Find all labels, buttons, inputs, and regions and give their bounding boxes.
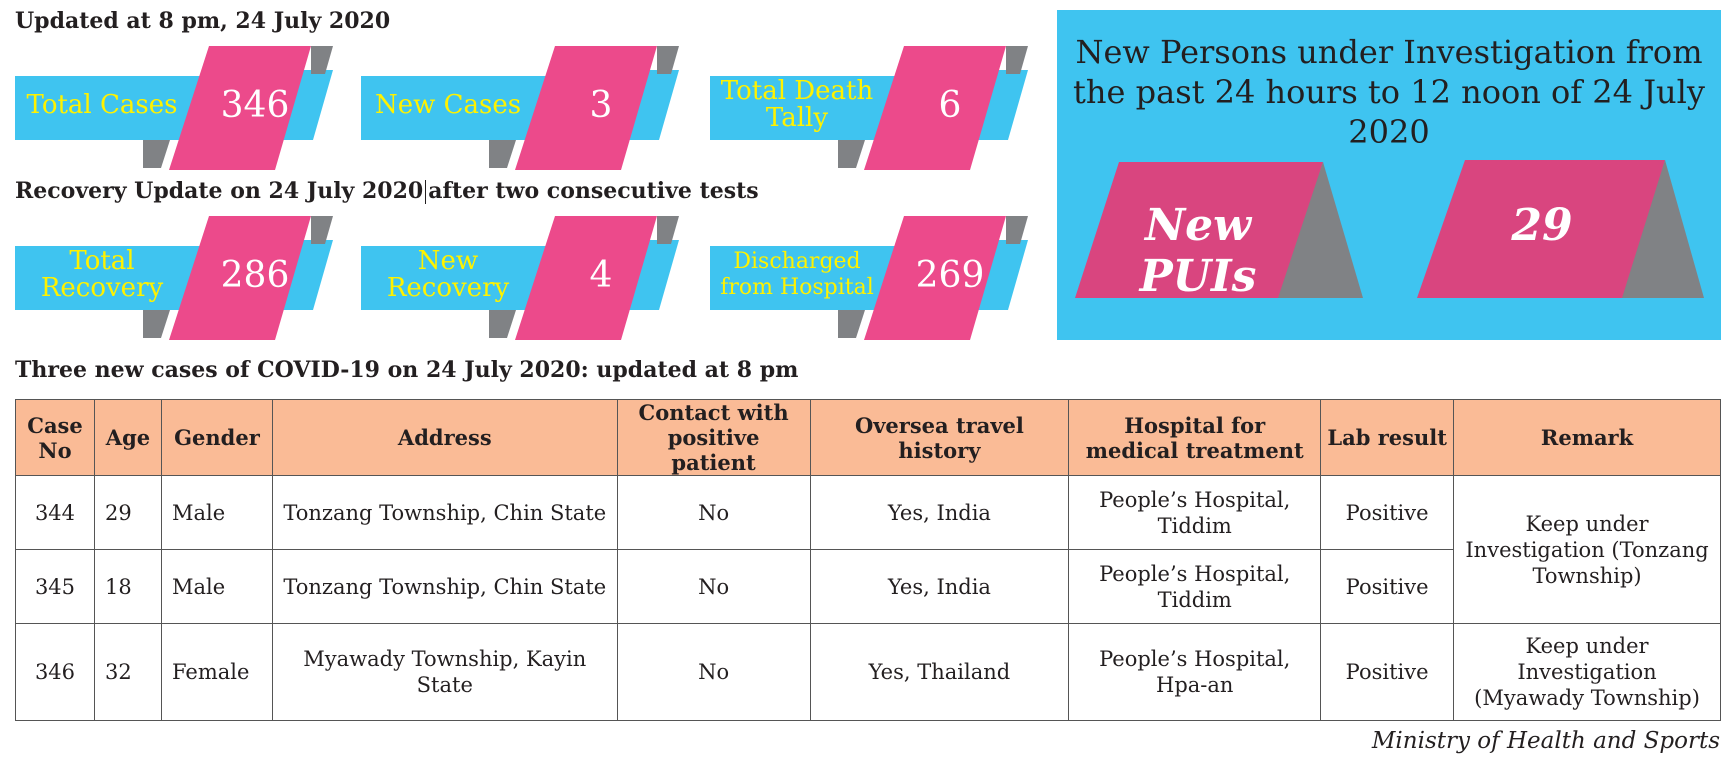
cell-lab-result: Positive [1321, 550, 1454, 624]
stat-label: Total Death Tally [720, 76, 874, 133]
ribbon-top-fold [1006, 46, 1028, 74]
stat-new-cases [361, 44, 681, 172]
ribbon-top-fold [311, 46, 333, 74]
cell-lab-result: Positive [1321, 476, 1454, 550]
stat-value: 4 [589, 254, 613, 296]
col-hospital: Hospital for medical treatment [1069, 400, 1321, 476]
ribbon-top-fold [311, 216, 333, 244]
cell-gender: Male [161, 476, 272, 550]
stat-label: Discharged from Hospital [720, 249, 874, 300]
ribbon-bottom-fold [489, 140, 516, 168]
table-row [16, 624, 1721, 721]
stat-label: New Cases [374, 89, 522, 120]
col-lab-result: Lab result [1321, 400, 1454, 476]
cases-table [15, 399, 1721, 721]
cell-contact: No [617, 550, 810, 624]
cell-address: Myawady Township, Kayin State [272, 624, 617, 721]
pui-value: 29 [1511, 200, 1573, 251]
stat-total-recovery [15, 214, 335, 342]
col-address: Address [272, 400, 617, 476]
cell-travel: Yes, Thailand [810, 624, 1069, 721]
updated-heading: Updated at 8 pm, 24 July 2020 [15, 8, 391, 34]
cell-travel: Yes, India [810, 550, 1069, 624]
recovery-heading-note: after two consecutive tests [428, 178, 759, 204]
ribbon-top-fold [657, 216, 679, 244]
stat-label: Total Recovery [40, 246, 164, 303]
table-row [16, 476, 1721, 550]
table-heading: Three new cases of COVID-19 on 24 July 2020: updated at 8 pm [15, 357, 799, 383]
cell-contact: No [617, 624, 810, 721]
stat-total-death-tally [710, 44, 1030, 172]
stat-total-cases [15, 44, 335, 172]
cell-hospital: People’s Hospital, Tiddim [1069, 550, 1321, 624]
stat-new-recovery [361, 214, 681, 342]
text-cursor [425, 180, 426, 204]
recovery-heading-date: Recovery Update on 24 July 2020 [15, 178, 424, 204]
ribbon-bottom-fold [838, 140, 865, 168]
col-remark: Remark [1454, 400, 1721, 476]
cell-age: 29 [94, 476, 161, 550]
pui-label: New PUIs [1139, 200, 1257, 302]
col-contact: Contact with positive patient [617, 400, 810, 476]
recovery-heading [15, 178, 759, 204]
stat-value: 346 [220, 84, 290, 126]
col-travel: Oversea travel history [810, 400, 1069, 476]
col-age: Age [94, 400, 161, 476]
cell-address: Tonzang Township, Chin State [272, 550, 617, 624]
pui-panel [1057, 10, 1721, 340]
stat-value: 6 [938, 84, 962, 126]
stat-value: 269 [915, 254, 985, 296]
source-credit: Ministry of Health and Sports [1371, 728, 1720, 754]
ribbon-bottom-fold [489, 310, 516, 338]
cell-case-no: 345 [16, 550, 95, 624]
cell-remark: Keep under Investigation (Tonzang Township) [1454, 476, 1721, 624]
col-case-no: Case No [16, 400, 95, 476]
ribbon-bottom-fold [143, 140, 170, 168]
cell-remark: Keep under Investigation (Myawady Township) [1454, 624, 1721, 721]
cell-gender: Female [161, 624, 272, 721]
ribbon-bottom-fold [838, 310, 865, 338]
cell-travel: Yes, India [810, 476, 1069, 550]
cell-hospital: People’s Hospital, Tiddim [1069, 476, 1321, 550]
cell-age: 32 [94, 624, 161, 721]
pui-title: New Persons under Investigation from the past 24 hours to 12 noon of 24 July 2020 [1073, 33, 1705, 151]
col-gender: Gender [161, 400, 272, 476]
cell-age: 18 [94, 550, 161, 624]
cell-contact: No [617, 476, 810, 550]
ribbon-top-fold [657, 46, 679, 74]
stat-label: New Recovery [386, 246, 510, 303]
stat-discharged [710, 214, 1030, 342]
cell-case-no: 344 [16, 476, 95, 550]
ribbon-bottom-fold [143, 310, 170, 338]
cell-lab-result: Positive [1321, 624, 1454, 721]
cell-hospital: People’s Hospital, Hpa-an [1069, 624, 1321, 721]
stat-value: 3 [589, 84, 613, 126]
stat-label: Total Cases [26, 89, 178, 120]
cell-address: Tonzang Township, Chin State [272, 476, 617, 550]
cell-case-no: 346 [16, 624, 95, 721]
cell-gender: Male [161, 550, 272, 624]
stat-value: 286 [220, 254, 290, 296]
ribbon-top-fold [1006, 216, 1028, 244]
table-header-row [16, 400, 1721, 476]
